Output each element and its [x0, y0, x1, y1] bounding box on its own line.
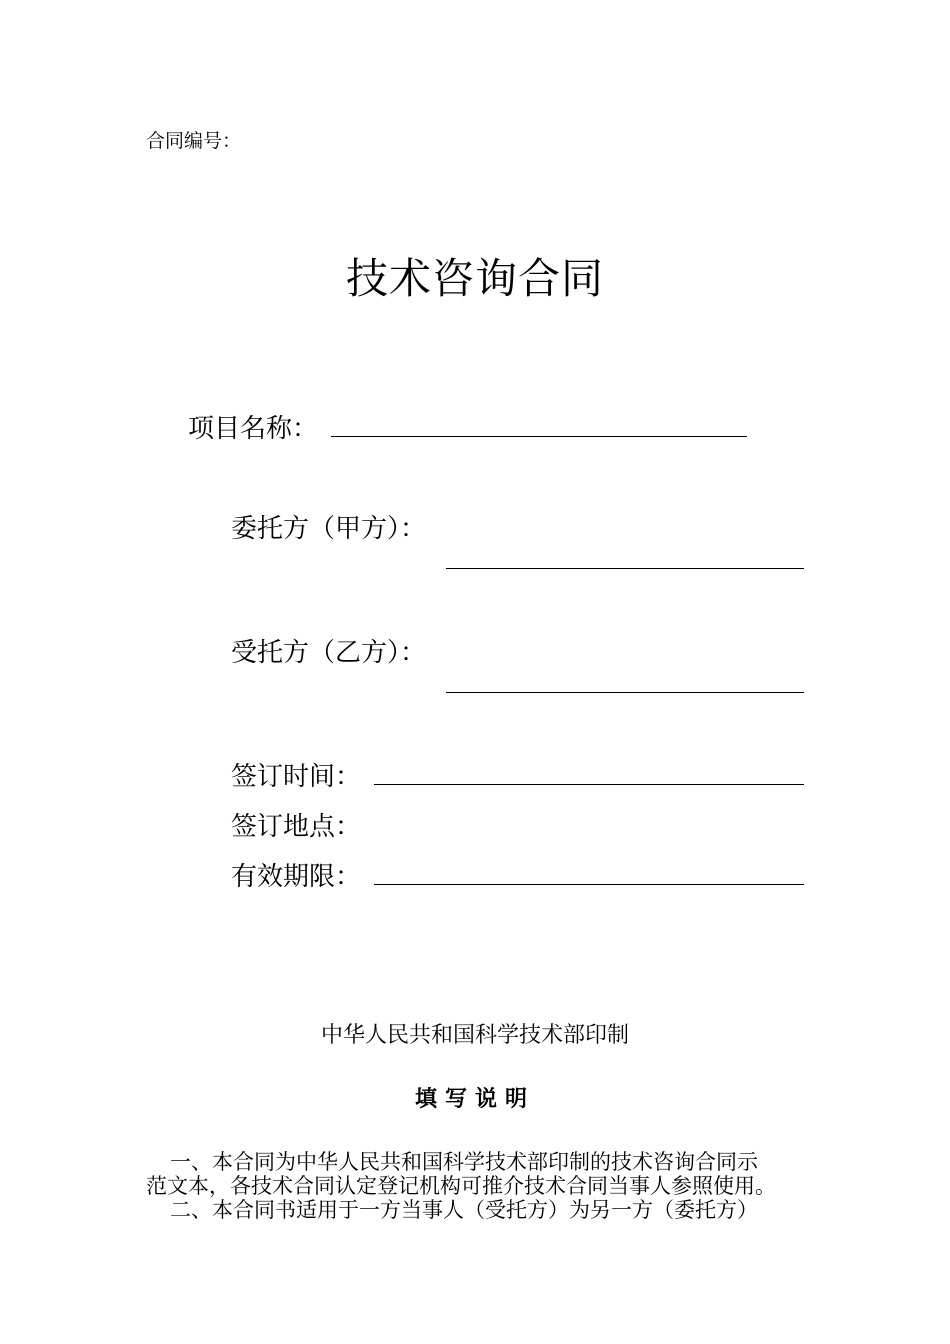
contractor-blank[interactable]: [446, 692, 804, 693]
project-name-label: 项目名称：: [188, 414, 319, 444]
instruction-line: 二、本合同书适用于一方当事人（受托方）为另一方（委托方）: [170, 1198, 758, 1222]
instruction-line: 范文本，各技术合同认定登记机构可推介技术合同当事人参照使用。: [146, 1174, 776, 1198]
instructions-title: 填写说明: [414, 1087, 535, 1112]
contractor-label: 受托方（乙方）：: [231, 638, 427, 668]
sign-date-label: 签订时间：: [231, 762, 362, 792]
validity-label: 有效期限：: [231, 862, 362, 892]
validity-blank[interactable]: [374, 884, 804, 885]
instruction-line: 一、本合同为中华人民共和国科学技术部印制的技术咨询合同示: [170, 1150, 758, 1174]
document-title: 技术咨询合同: [345, 254, 604, 303]
client-blank[interactable]: [446, 568, 804, 569]
project-name-blank[interactable]: [331, 436, 747, 437]
sign-date-blank[interactable]: [374, 784, 804, 785]
client-label: 委托方（甲方）：: [231, 514, 427, 544]
publisher-text: 中华人民共和国科学技术部印制: [320, 1023, 629, 1048]
contract-number-label: 合同编号：: [146, 130, 242, 152]
sign-place-label: 签订地点：: [231, 812, 362, 842]
